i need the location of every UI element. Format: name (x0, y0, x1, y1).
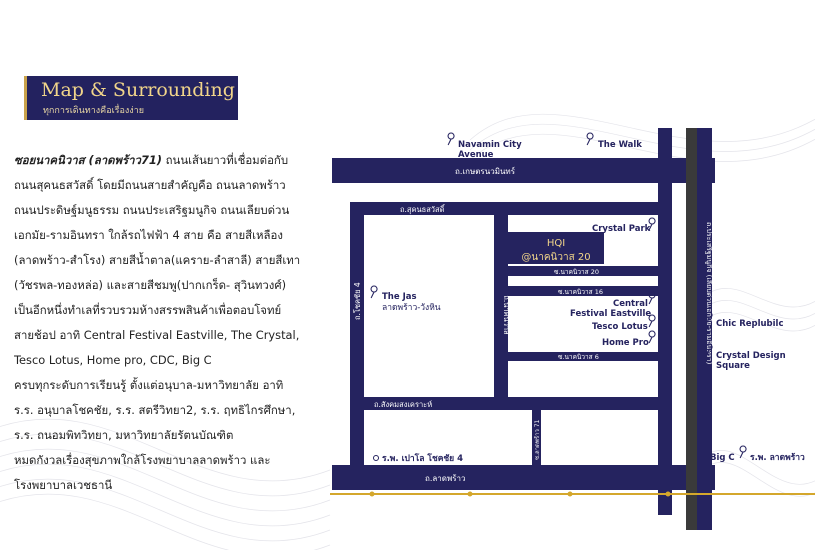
section-header-badge (24, 76, 238, 120)
description-line: (ลาดพร้าว-สำโรง) สายสีน้ำตาล(แคราย-ลำสาลี) สายสีเทา (14, 253, 301, 267)
place-crystal-design: Crystal Design (716, 351, 786, 361)
road-ladprao (332, 465, 715, 490)
place-tesco: Tesco Lotus (592, 322, 648, 332)
road-chokchai4 (350, 202, 364, 465)
place-navamin: Navamin City (458, 140, 522, 150)
pin-icon (448, 133, 454, 145)
description-line: หมดกังวลเรื่องสุขภาพใกล้โรงพยาบาลลาดพร้าว และ (14, 453, 271, 467)
description-line: ครบทุกระดับการเรียนรู้ ตั้งแต่อนุบาล-มหาวิทยาลัย อาทิ (14, 378, 284, 392)
place-central: Central (613, 299, 648, 309)
description-line: ร.ร. อนุบาลโชคชัย, ร.ร. สตรีวิทยา2, ร.ร. ฤทธิไกรศึกษา, (14, 403, 296, 417)
road-label-nakniwat: ถ.นาคนิวาส (502, 295, 511, 335)
description-line: ถนนประดิษฐ์มนูธรรม ถนนประเสริฐมนูกิจ ถนนเลียบด่วน (14, 203, 290, 217)
place-jas: The Jas (382, 292, 417, 302)
description-line: โรงพยาบาลเวชธานี (14, 478, 113, 492)
place-hospital-ladprao: ร.พ. ลาดพร้าว (750, 453, 805, 463)
pin-icon (649, 331, 655, 343)
road-label-songkhrao: ถ.สังคมสงเคราะห์ (374, 400, 433, 409)
description-line: เป็นอีกหนึ่งทำเลที่รวบรวมห้างสรรพสินค้าเพื่อตอบโจทย์ (14, 303, 282, 317)
hospital-marker-icon (374, 456, 379, 461)
place-crystal-park: Crystal Park (592, 224, 651, 234)
road-label-soi6: ซ.นาคนิวาส 6 (558, 353, 599, 361)
place-chic: Chic Replubilc (716, 319, 784, 329)
description-line: ถนนสุคนธสวัสดิ์ โดยมีถนนสายสำคัญคือ ถนนลาดพร้าว (14, 178, 286, 192)
location-map (330, 120, 815, 540)
project-subname: @นาคนิวาส 20 (521, 252, 591, 263)
place-navamin-2: Avenue (458, 150, 494, 160)
road-label-expressway: ถ.ประเสริฐมนูกิจ (เลียบด่วนเอกมัย-รามอินทรา) (705, 222, 713, 365)
description-line: ซอยนาคนิวาส (ลาดพร้าว71) ถนนเส้นยาวที่เชื่อมต่อกับ (14, 153, 289, 167)
road-label-sukhonthasawat: ถ.สุคนธสวัสดิ์ (400, 205, 445, 214)
description-line: Tesco Lotus, Home pro, CDC, Big C (14, 353, 212, 367)
place-bigc: Big C (710, 453, 735, 463)
place-jas-2: ลาดพร้าว-วังหิน (382, 303, 441, 313)
road-label-ladprao71: ซ.ลาดพร้าว 71 (534, 419, 541, 460)
pin-icon (587, 133, 593, 145)
place-crystal-design-2: Square (716, 361, 750, 371)
road-label-soi16: ซ.นาคนิวาส 16 (558, 288, 603, 296)
road-top-stub (658, 128, 672, 160)
road-label-kaset: ถ.เกษตรนวมินทร์ (455, 167, 516, 176)
section-subtitle: ทุกการเดินทางคือเรื่องง่าย (43, 106, 145, 116)
expressway-lane (686, 128, 697, 530)
place-the-walk: The Walk (598, 140, 642, 150)
pin-icon (371, 286, 377, 298)
road-label-ladprao: ถ.ลาดพร้าว (425, 474, 466, 483)
description-line: ร.ร. ถนอมพิทวิทยา, มหาวิทยาลัยรัตนบัณฑิต (14, 428, 234, 442)
location-description (14, 148, 329, 498)
description-line: เอกมัย-รามอินทรา ใกล้รถไฟฟ้า 4 สาย คือ สายสีเหลือง (14, 228, 283, 242)
place-homepro: Home Pro (602, 338, 649, 348)
description-lead: ซอยนาคนิวาส (ลาดพร้าว71) (14, 153, 163, 167)
description-line: สายช้อป อาทิ Central Festival Eastville, The Crystal, (14, 328, 300, 342)
pin-icon (740, 446, 746, 458)
road-kaset-nawamin (332, 158, 715, 183)
section-title: Map & Surrounding (41, 79, 235, 101)
description-line: (วัชรพล-ทองหล่อ) และสายสีชมพู(ปากเกร็ด- สุวินทวงศ์) (14, 278, 287, 292)
place-hospital-paolo: ร.พ. เปาโล โชคชัย 4 (382, 454, 464, 464)
project-name: HQI (546, 238, 566, 249)
road-label-soi20: ซ.นาคนิวาส 20 (554, 268, 599, 276)
road-label-chokchai4: ถ.โชคชัย 4 (353, 282, 362, 320)
place-central-2: Festival Eastville (570, 309, 652, 319)
